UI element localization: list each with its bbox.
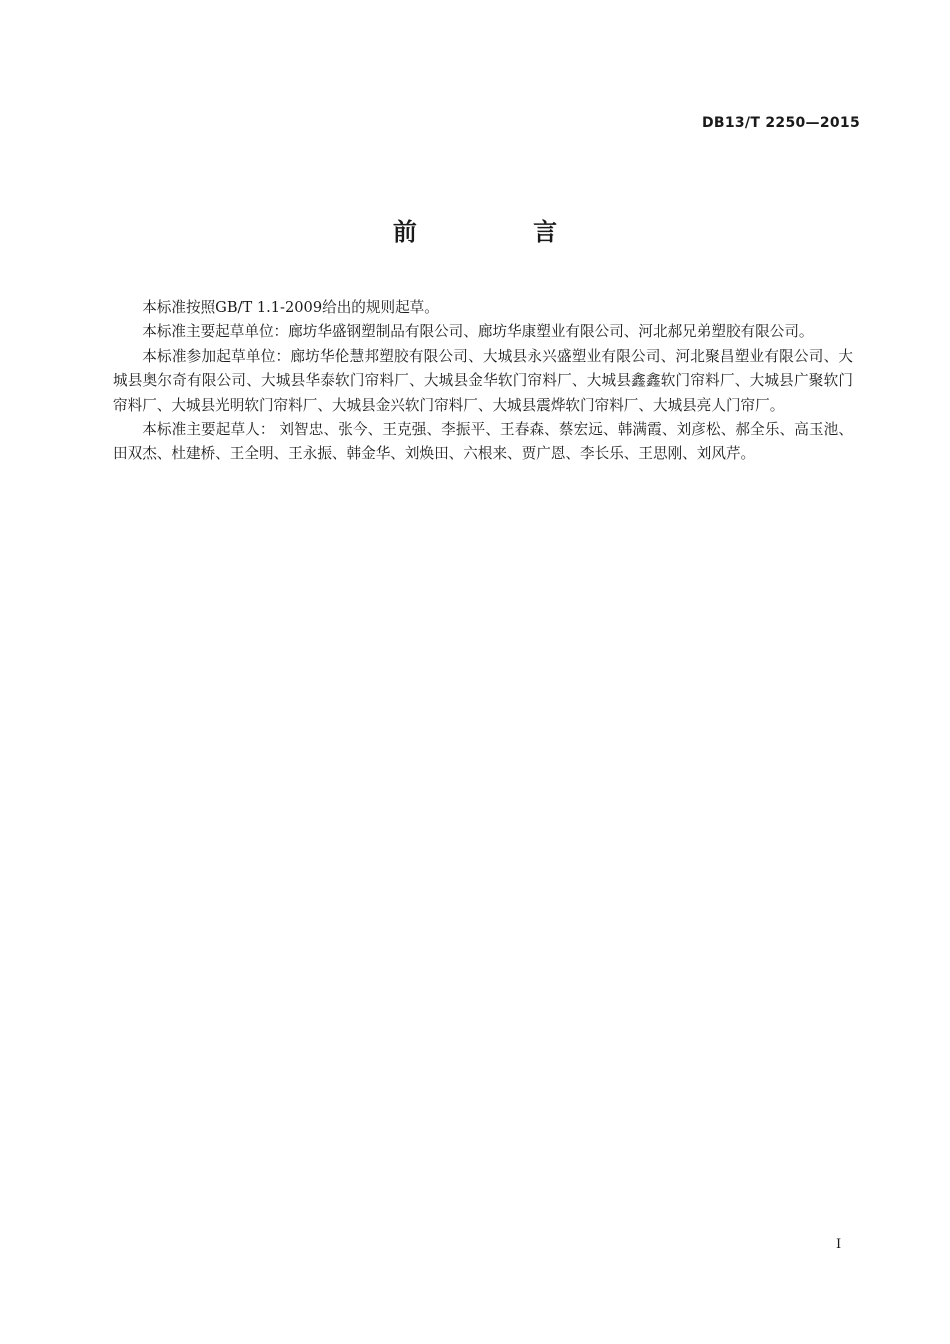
paragraph-main-drafting-units: 本标准主要起草单位：廊坊华盛钢塑制品有限公司、廊坊华康塑业有限公司、河北郝兄弟塑胶有限公司。	[142, 323, 814, 341]
page-title: 前 言	[392, 218, 612, 246]
standard-code: DB13/T 2250—2015	[701, 115, 860, 131]
page-number: I	[836, 1237, 842, 1252]
foreword-body	[113, 296, 853, 467]
paragraph-participating-units: 本标准参加起草单位：廊坊华伦慧邦塑胶有限公司、大城县永兴盛塑业有限公司、河北聚昌塑业有限公司、大城县奥尔奇有限公司、大城县华泰软门帘料厂、大城县金华软门帘料厂、大城县鑫鑫软门帘料厂、大城县广聚软门帘料厂、大城县光明软门帘料厂、大城县金兴软门帘料厂、大城县震烨软门帘料厂、大城县亮人门帘厂。	[113, 347, 853, 414]
paragraph-main-drafters: 本标准主要起草人： 刘智忠、张今、王克强、李振平、王春森、蔡宏远、韩满霞、刘彦松、郝全乐、高玉池、田双杰、杜建桥、王全明、王永振、韩金华、刘焕田、六根来、贾广恩、李长乐、王思刚、刘风芹。	[113, 421, 853, 463]
paragraph-drafting-rules: 本标准按照GB/T 1.1-2009给出的规则起草。	[142, 299, 439, 316]
